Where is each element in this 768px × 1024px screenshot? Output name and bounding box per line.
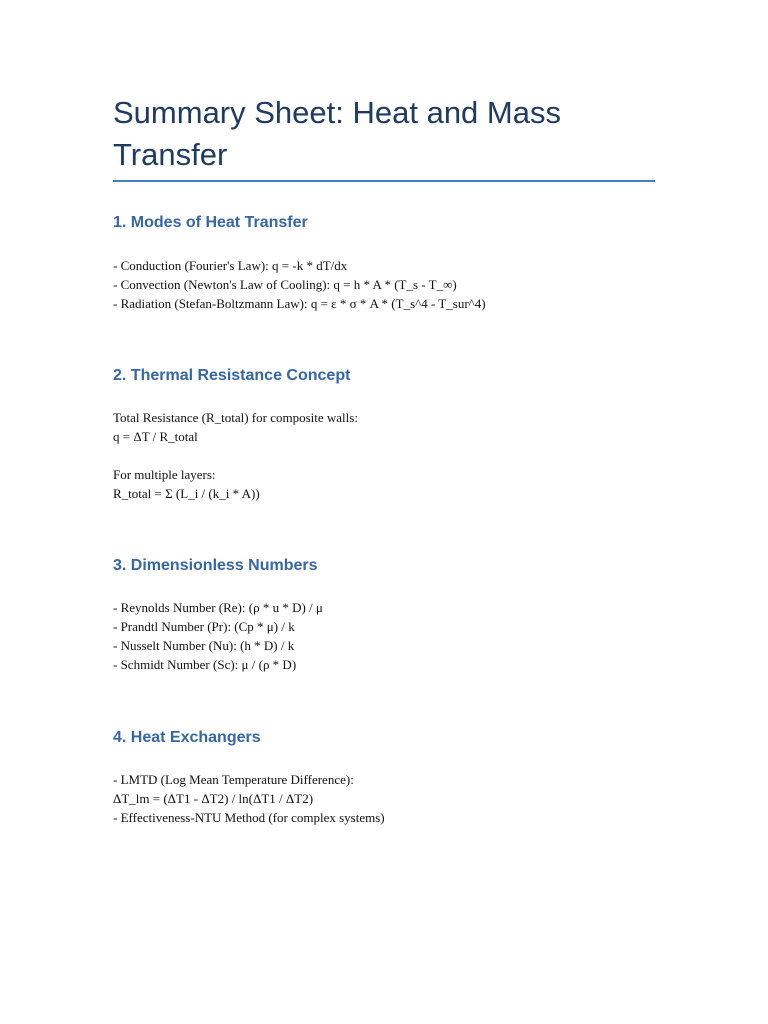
section-heading-modes: 1. Modes of Heat Transfer — [113, 214, 308, 231]
body-line: - Nusselt Number (Nu): (h * D) / k — [113, 638, 295, 653]
page-title: Summary Sheet: Heat and Mass Transfer — [113, 95, 561, 172]
body-line: - Reynolds Number (Re): (ρ * u * D) / μ — [113, 600, 323, 615]
section-heading-heat-exchangers: 4. Heat Exchangers — [113, 729, 261, 746]
body-line: q = ΔT / R_total — [113, 429, 198, 444]
body-line: ΔT_lm = (ΔT1 - ΔT2) / ln(ΔT1 / ΔT2) — [113, 791, 314, 806]
body-line: - Convection (Newton's Law of Cooling): q = h * A * (T_s - T_∞) — [113, 277, 457, 292]
section-body-thermal-resistance — [113, 408, 358, 503]
title-divider — [113, 180, 655, 182]
section-body-modes — [113, 256, 486, 313]
body-line: R_total = Σ (L_i / (k_i * A)) — [113, 486, 260, 501]
body-line: - Prandtl Number (Pr): (Cp * μ) / k — [113, 619, 295, 634]
body-line: - Radiation (Stefan-Boltzmann Law): q = ε * σ * A * (T_s^4 - T_sur^4) — [113, 296, 486, 311]
body-line: For multiple layers: — [113, 467, 216, 482]
body-line: - Effectiveness-NTU Method (for complex systems) — [113, 810, 385, 825]
section-body-dimensionless — [113, 598, 323, 674]
section-heading-dimensionless: 3. Dimensionless Numbers — [113, 557, 318, 574]
blank-line — [113, 446, 358, 465]
body-line: - Conduction (Fourier's Law): q = -k * dT/dx — [113, 258, 348, 273]
section-heading-thermal-resistance: 2. Thermal Resistance Concept — [113, 367, 351, 384]
body-line: - LMTD (Log Mean Temperature Difference): — [113, 772, 354, 787]
body-line: - Schmidt Number (Sc): μ / (ρ * D) — [113, 657, 297, 672]
section-body-heat-exchangers — [113, 770, 385, 827]
body-line: Total Resistance (R_total) for composite walls: — [113, 410, 358, 425]
